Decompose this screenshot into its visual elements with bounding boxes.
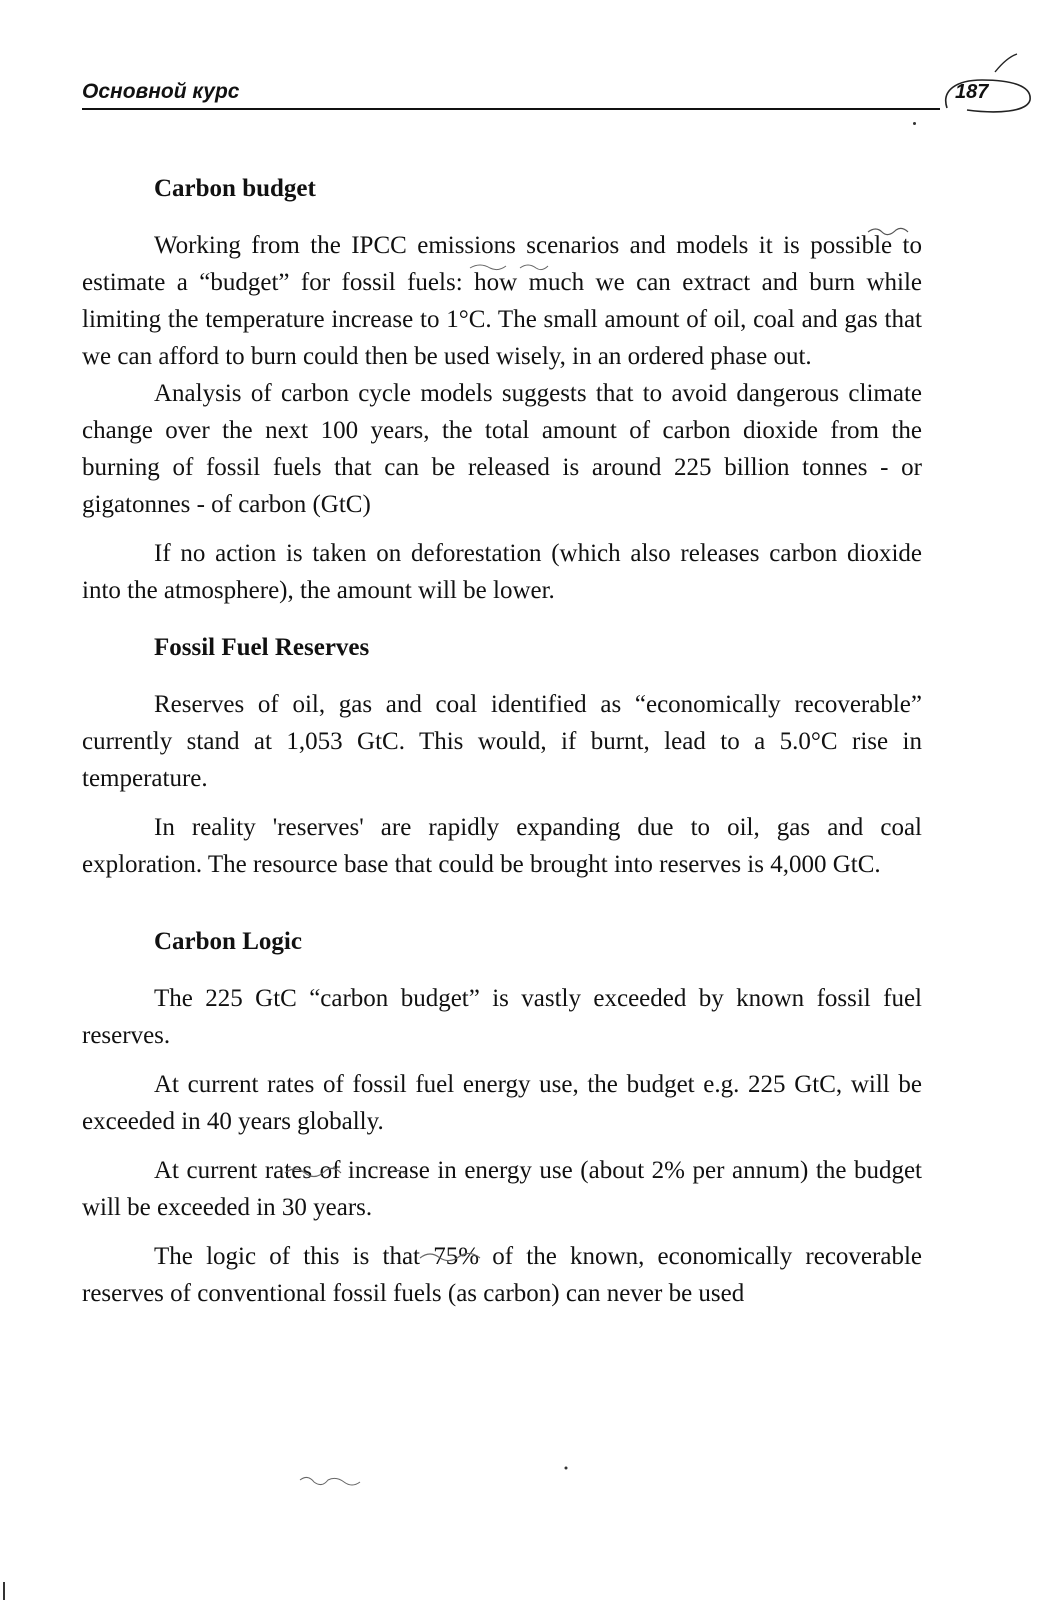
paragraph: Analysis of carbon cycle models suggests that to avoid dangerous climate change over the next 100 years, the total amount of carbon dioxide from the burning of fossil fuels that can be released is around 225 billion tonnes - or gigatonnes - of carbon (GtC) (82, 380, 922, 518)
paragraph: If no action is taken on deforestation (which also releases carbon dioxide into the atmosphere), the amount will be lower. (82, 540, 922, 604)
paragraph: In reality 'reserves' are rapidly expanding due to oil, gas and coal exploration. The resource base that could be brought into reserves is 4,000 GtC. (82, 814, 922, 878)
paragraph: The logic of this is that 75% of the known, economically recoverable reserves of conventional fossil fuels (as carbon) can never be used (82, 1243, 922, 1307)
section-heading-carbon-budget: Carbon budget (154, 175, 316, 202)
paragraph: The 225 GtC “carbon budget” is vastly exceeded by known fossil fuel reserves. (82, 985, 922, 1049)
paragraph: Working from the IPCC emissions scenarios and models it is possible to estimate a “budget” for fossil fuels: how much we can extract and burn while limiting the temperature increase to 1°C. The small amount of oil, coal and gas that we can afford to burn could then be used wisely, in an ordered phase out. (82, 232, 922, 370)
running-title: Основной курс (82, 80, 240, 103)
paragraph: Reserves of oil, gas and coal identified as “economically recoverable” currently stand at 1,053 GtC. This would, if burnt, lead to a 5.0°C rise in temperature. (82, 691, 922, 792)
paragraph: At current rates of increase in energy use (about 2% per annum) the budget will be exceeded in 30 years. (82, 1157, 922, 1221)
paragraph: At current rates of fossil fuel energy use, the budget e.g. 225 GtC, will be exceeded in 40 years globally. (82, 1071, 922, 1135)
section-heading-carbon-logic: Carbon Logic (154, 928, 302, 955)
section-heading-fossil-fuel-reserves: Fossil Fuel Reserves (154, 634, 370, 661)
page-number: 187 (955, 81, 989, 103)
